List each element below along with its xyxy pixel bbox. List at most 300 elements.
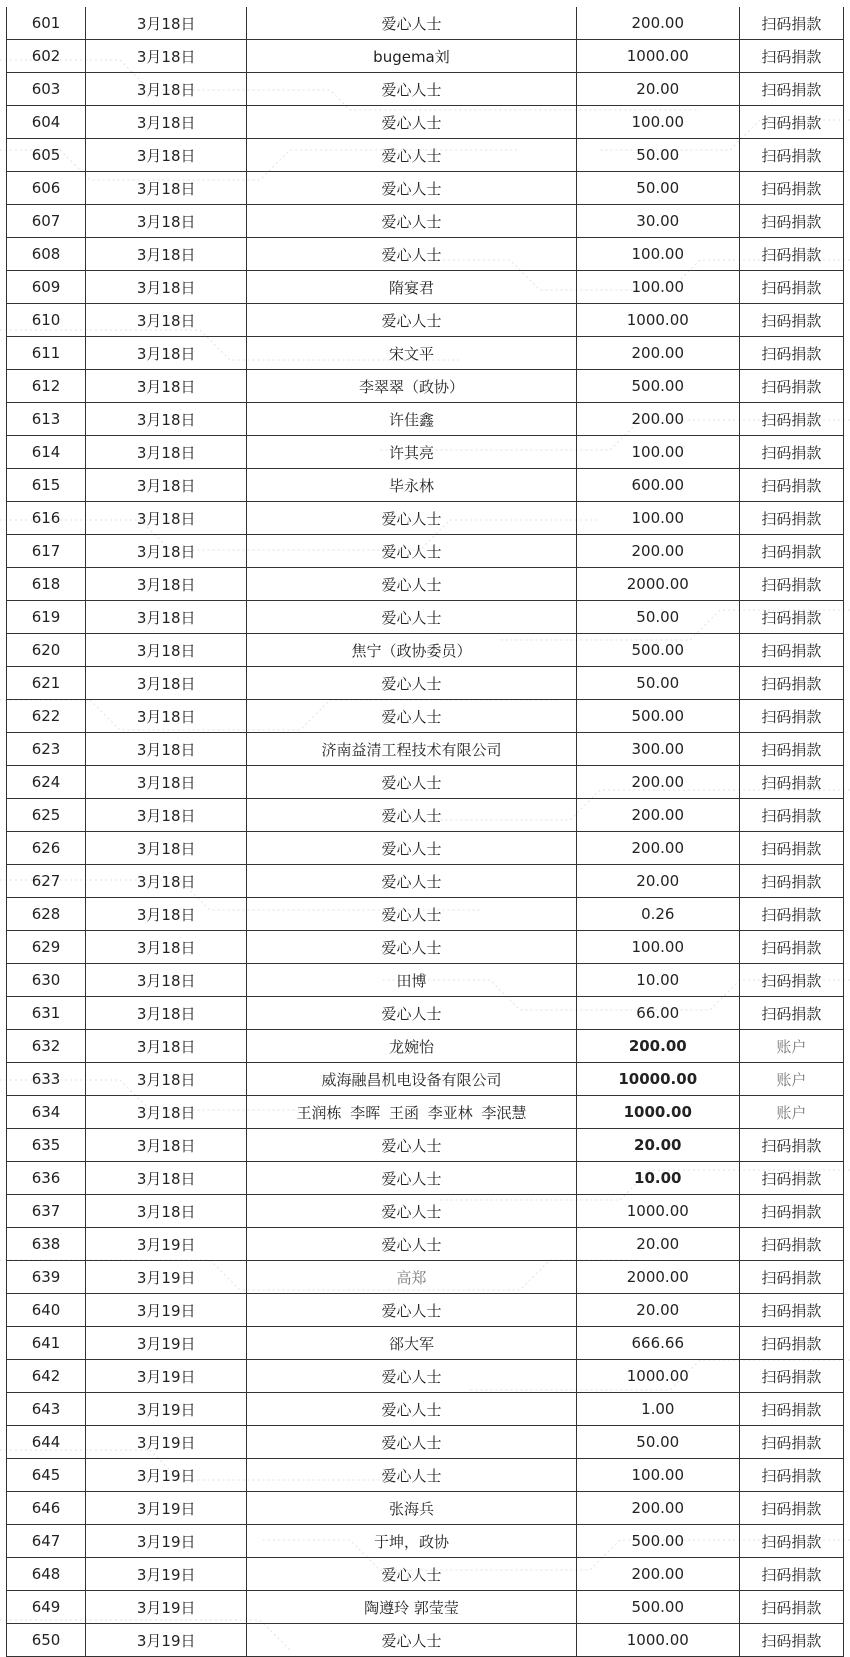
cell-amount: 500.00 [576,700,739,733]
cell-amount: 10.00 [576,964,739,997]
cell-donor-name: 龙婉怡 [247,1030,576,1063]
cell-amount: 1000.00 [576,1360,739,1393]
cell-donor-name: 爱心人士 [247,7,576,40]
cell-date: 3月18日 [86,370,247,403]
cell-donor-name: 爱心人士 [247,865,576,898]
cell-amount: 500.00 [576,634,739,667]
cell-donor-name: 许其亮 [247,436,576,469]
cell-number: 614 [7,436,86,469]
cell-method: 扫码捐款 [739,370,843,403]
cell-amount: 20.00 [576,865,739,898]
cell-date: 3月18日 [86,634,247,667]
cell-number: 628 [7,898,86,931]
cell-donor-name: 陶遵玲 郭莹莹 [247,1591,576,1624]
cell-number: 611 [7,337,86,370]
cell-method: 扫码捐款 [739,733,843,766]
cell-method: 扫码捐款 [739,7,843,40]
table-row [7,997,844,1030]
cell-date: 3月19日 [86,1459,247,1492]
cell-amount: 500.00 [576,1525,739,1558]
cell-number: 633 [7,1063,86,1096]
table-row [7,568,844,601]
cell-amount: 500.00 [576,370,739,403]
cell-date: 3月18日 [86,238,247,271]
cell-date: 3月18日 [86,568,247,601]
cell-donor-name: 王润栋 李晖 王函 李亚林 李泯慧 [247,1096,576,1129]
table-row [7,1162,844,1195]
cell-donor-name: 爱心人士 [247,799,576,832]
table-row [7,238,844,271]
cell-method: 扫码捐款 [739,271,843,304]
cell-donor-name: 爱心人士 [247,106,576,139]
cell-method: 扫码捐款 [739,1624,843,1657]
cell-amount: 66.00 [576,997,739,1030]
table-row [7,1360,844,1393]
table-row [7,73,844,106]
table-row [7,1426,844,1459]
cell-date: 3月18日 [86,1129,247,1162]
cell-number: 645 [7,1459,86,1492]
cell-method: 扫码捐款 [739,1459,843,1492]
cell-method: 扫码捐款 [739,1294,843,1327]
table-row [7,1261,844,1294]
cell-method: 扫码捐款 [739,106,843,139]
cell-donor-name: 爱心人士 [247,535,576,568]
table-row [7,898,844,931]
cell-donor-name: 爱心人士 [247,1228,576,1261]
cell-number: 640 [7,1294,86,1327]
cell-method: 扫码捐款 [739,634,843,667]
cell-donor-name: 威海融昌机电设备有限公司 [247,1063,576,1096]
cell-donor-name: 爱心人士 [247,238,576,271]
cell-date: 3月18日 [86,535,247,568]
cell-amount: 100.00 [576,436,739,469]
cell-date: 3月18日 [86,898,247,931]
cell-donor-name: bugema刘 [247,40,576,73]
cell-donor-name: 爱心人士 [247,898,576,931]
cell-method: 扫码捐款 [739,997,843,1030]
table-row [7,1492,844,1525]
cell-method: 扫码捐款 [739,139,843,172]
cell-number: 629 [7,931,86,964]
cell-date: 3月18日 [86,337,247,370]
cell-amount: 100.00 [576,238,739,271]
table-row [7,1459,844,1492]
cell-number: 642 [7,1360,86,1393]
cell-number: 620 [7,634,86,667]
cell-donor-name: 爱心人士 [247,502,576,535]
cell-amount: 30.00 [576,205,739,238]
cell-date: 3月18日 [86,469,247,502]
table-row [7,337,844,370]
cell-date: 3月18日 [86,1162,247,1195]
cell-number: 632 [7,1030,86,1063]
cell-date: 3月19日 [86,1558,247,1591]
cell-date: 3月18日 [86,700,247,733]
cell-number: 637 [7,1195,86,1228]
cell-number: 616 [7,502,86,535]
cell-method: 扫码捐款 [739,502,843,535]
cell-amount: 2000.00 [576,568,739,601]
cell-donor-name: 焦宁（政协委员） [247,634,576,667]
cell-amount: 200.00 [576,1558,739,1591]
cell-method: 扫码捐款 [739,436,843,469]
cell-donor-name: 爱心人士 [247,1459,576,1492]
cell-method: 扫码捐款 [739,1261,843,1294]
cell-method: 扫码捐款 [739,667,843,700]
cell-number: 644 [7,1426,86,1459]
cell-date: 3月18日 [86,40,247,73]
cell-donor-name: 爱心人士 [247,304,576,337]
cell-method: 扫码捐款 [739,1360,843,1393]
cell-method: 扫码捐款 [739,469,843,502]
cell-method: 扫码捐款 [739,832,843,865]
table-row [7,436,844,469]
cell-donor-name: 爱心人士 [247,997,576,1030]
cell-amount: 200.00 [576,337,739,370]
cell-method: 扫码捐款 [739,700,843,733]
cell-method: 扫码捐款 [739,73,843,106]
cell-date: 3月18日 [86,1063,247,1096]
table-row [7,634,844,667]
cell-date: 3月19日 [86,1327,247,1360]
table-row [7,172,844,205]
cell-amount: 20.00 [576,1294,739,1327]
cell-number: 606 [7,172,86,205]
table-row [7,1294,844,1327]
table-row [7,502,844,535]
cell-date: 3月18日 [86,832,247,865]
cell-method: 扫码捐款 [739,799,843,832]
cell-donor-name: 爱心人士 [247,139,576,172]
table-row [7,1558,844,1591]
cell-amount: 1000.00 [576,304,739,337]
table-row [7,799,844,832]
cell-date: 3月18日 [86,403,247,436]
cell-amount: 1000.00 [576,40,739,73]
cell-number: 617 [7,535,86,568]
table-row [7,304,844,337]
cell-number: 630 [7,964,86,997]
cell-donor-name: 于坤，政协 [247,1525,576,1558]
cell-method: 账户 [739,1096,843,1129]
cell-date: 3月18日 [86,997,247,1030]
cell-amount: 20.00 [576,73,739,106]
table-row [7,1228,844,1261]
cell-number: 622 [7,700,86,733]
cell-donor-name: 爱心人士 [247,1294,576,1327]
cell-donor-name: 爱心人士 [247,1162,576,1195]
cell-date: 3月18日 [86,964,247,997]
cell-method: 扫码捐款 [739,1558,843,1591]
cell-donor-name: 爱心人士 [247,1195,576,1228]
cell-donor-name: 爱心人士 [247,1360,576,1393]
cell-donor-name: 张海兵 [247,1492,576,1525]
table-row [7,766,844,799]
table-row [7,733,844,766]
cell-donor-name: 田博 [247,964,576,997]
cell-number: 634 [7,1096,86,1129]
cell-number: 627 [7,865,86,898]
table-row [7,865,844,898]
cell-donor-name: 爱心人士 [247,1129,576,1162]
cell-donor-name: 爱心人士 [247,205,576,238]
cell-method: 扫码捐款 [739,898,843,931]
cell-number: 626 [7,832,86,865]
donation-table [6,7,844,1657]
cell-date: 3月18日 [86,1195,247,1228]
cell-method: 扫码捐款 [739,403,843,436]
cell-number: 636 [7,1162,86,1195]
cell-date: 3月18日 [86,106,247,139]
cell-number: 608 [7,238,86,271]
cell-number: 624 [7,766,86,799]
cell-amount: 100.00 [576,1459,739,1492]
table-row [7,205,844,238]
cell-amount: 1000.00 [576,1195,739,1228]
table-row [7,1063,844,1096]
cell-donor-name: 爱心人士 [247,601,576,634]
cell-donor-name: 爱心人士 [247,1393,576,1426]
cell-number: 607 [7,205,86,238]
cell-number: 647 [7,1525,86,1558]
cell-amount: 1000.00 [576,1624,739,1657]
table-row [7,370,844,403]
cell-donor-name: 爱心人士 [247,73,576,106]
cell-amount: 200.00 [576,1030,739,1063]
cell-method: 扫码捐款 [739,1426,843,1459]
cell-number: 643 [7,1393,86,1426]
cell-date: 3月18日 [86,502,247,535]
table-row [7,1030,844,1063]
cell-amount: 500.00 [576,1591,739,1624]
cell-date: 3月19日 [86,1261,247,1294]
cell-donor-name: 爱心人士 [247,700,576,733]
cell-date: 3月18日 [86,766,247,799]
cell-amount: 50.00 [576,139,739,172]
table-row [7,832,844,865]
table-row [7,1393,844,1426]
cell-number: 610 [7,304,86,337]
cell-number: 635 [7,1129,86,1162]
cell-number: 618 [7,568,86,601]
table-row [7,1525,844,1558]
table-row [7,7,844,40]
cell-amount: 200.00 [576,535,739,568]
table-row [7,700,844,733]
cell-number: 631 [7,997,86,1030]
cell-amount: 50.00 [576,172,739,205]
cell-amount: 200.00 [576,766,739,799]
table-row [7,106,844,139]
cell-method: 扫码捐款 [739,1195,843,1228]
cell-method: 扫码捐款 [739,205,843,238]
cell-method: 扫码捐款 [739,931,843,964]
cell-donor-name: 爱心人士 [247,667,576,700]
table-row [7,1129,844,1162]
cell-amount: 1000.00 [576,1096,739,1129]
cell-method: 扫码捐款 [739,1525,843,1558]
cell-number: 605 [7,139,86,172]
table-row [7,667,844,700]
cell-number: 648 [7,1558,86,1591]
cell-number: 619 [7,601,86,634]
cell-date: 3月18日 [86,73,247,106]
cell-amount: 200.00 [576,832,739,865]
cell-method: 账户 [739,1030,843,1063]
table-row [7,964,844,997]
cell-donor-name: 爱心人士 [247,766,576,799]
cell-method: 扫码捐款 [739,568,843,601]
table-row [7,40,844,73]
cell-date: 3月18日 [86,205,247,238]
cell-method: 扫码捐款 [739,1327,843,1360]
cell-amount: 20.00 [576,1228,739,1261]
cell-number: 612 [7,370,86,403]
cell-amount: 20.00 [576,1129,739,1162]
table-row [7,931,844,964]
cell-donor-name: 高郑 [247,1261,576,1294]
cell-method: 扫码捐款 [739,1228,843,1261]
cell-amount: 0.26 [576,898,739,931]
cell-amount: 200.00 [576,1492,739,1525]
cell-amount: 200.00 [576,7,739,40]
cell-date: 3月19日 [86,1294,247,1327]
cell-method: 扫码捐款 [739,535,843,568]
cell-amount: 100.00 [576,106,739,139]
cell-date: 3月18日 [86,865,247,898]
cell-donor-name: 郤大军 [247,1327,576,1360]
table-row [7,535,844,568]
cell-amount: 50.00 [576,1426,739,1459]
cell-amount: 10.00 [576,1162,739,1195]
cell-date: 3月18日 [86,139,247,172]
cell-amount: 100.00 [576,502,739,535]
cell-amount: 200.00 [576,799,739,832]
cell-number: 646 [7,1492,86,1525]
cell-date: 3月18日 [86,667,247,700]
table-row [7,1096,844,1129]
cell-date: 3月18日 [86,601,247,634]
cell-amount: 50.00 [576,601,739,634]
cell-donor-name: 爱心人士 [247,1624,576,1657]
cell-donor-name: 爱心人士 [247,172,576,205]
cell-donor-name: 李翠翠（政协） [247,370,576,403]
cell-method: 扫码捐款 [739,1591,843,1624]
cell-amount: 1.00 [576,1393,739,1426]
cell-method: 扫码捐款 [739,1162,843,1195]
cell-number: 604 [7,106,86,139]
cell-donor-name: 隋宴君 [247,271,576,304]
cell-donor-name: 宋文平 [247,337,576,370]
cell-date: 3月18日 [86,1030,247,1063]
cell-date: 3月19日 [86,1228,247,1261]
cell-date: 3月19日 [86,1360,247,1393]
cell-number: 639 [7,1261,86,1294]
cell-number: 649 [7,1591,86,1624]
cell-donor-name: 爱心人士 [247,832,576,865]
cell-method: 扫码捐款 [739,172,843,205]
table-row [7,403,844,436]
cell-date: 3月18日 [86,7,247,40]
cell-number: 613 [7,403,86,436]
cell-amount: 2000.00 [576,1261,739,1294]
cell-amount: 100.00 [576,931,739,964]
cell-number: 603 [7,73,86,106]
cell-number: 609 [7,271,86,304]
cell-number: 623 [7,733,86,766]
cell-number: 641 [7,1327,86,1360]
cell-date: 3月18日 [86,271,247,304]
cell-method: 扫码捐款 [739,337,843,370]
cell-date: 3月18日 [86,304,247,337]
cell-donor-name: 爱心人士 [247,568,576,601]
cell-donor-name: 毕永林 [247,469,576,502]
cell-donor-name: 许佳鑫 [247,403,576,436]
cell-method: 扫码捐款 [739,766,843,799]
cell-donor-name: 济南益清工程技术有限公司 [247,733,576,766]
table-row [7,1195,844,1228]
cell-date: 3月19日 [86,1624,247,1657]
cell-amount: 300.00 [576,733,739,766]
cell-method: 扫码捐款 [739,40,843,73]
cell-method: 扫码捐款 [739,1393,843,1426]
cell-donor-name: 爱心人士 [247,931,576,964]
cell-method: 扫码捐款 [739,304,843,337]
cell-amount: 100.00 [576,271,739,304]
cell-date: 3月18日 [86,733,247,766]
cell-date: 3月19日 [86,1426,247,1459]
cell-amount: 200.00 [576,403,739,436]
cell-method: 扫码捐款 [739,1129,843,1162]
cell-amount: 10000.00 [576,1063,739,1096]
cell-date: 3月19日 [86,1492,247,1525]
cell-donor-name: 爱心人士 [247,1558,576,1591]
cell-date: 3月19日 [86,1525,247,1558]
cell-method: 账户 [739,1063,843,1096]
cell-date: 3月19日 [86,1591,247,1624]
cell-method: 扫码捐款 [739,601,843,634]
cell-method: 扫码捐款 [739,865,843,898]
cell-method: 扫码捐款 [739,964,843,997]
cell-number: 625 [7,799,86,832]
cell-amount: 50.00 [576,667,739,700]
cell-number: 601 [7,7,86,40]
cell-date: 3月18日 [86,799,247,832]
cell-date: 3月18日 [86,436,247,469]
cell-date: 3月18日 [86,931,247,964]
table-row [7,469,844,502]
cell-method: 扫码捐款 [739,238,843,271]
cell-donor-name: 爱心人士 [247,1426,576,1459]
cell-number: 615 [7,469,86,502]
cell-date: 3月18日 [86,1096,247,1129]
table-row [7,139,844,172]
cell-number: 621 [7,667,86,700]
cell-date: 3月19日 [86,1393,247,1426]
cell-amount: 666.66 [576,1327,739,1360]
cell-amount: 600.00 [576,469,739,502]
table-row [7,601,844,634]
cell-number: 602 [7,40,86,73]
table-row [7,271,844,304]
cell-method: 扫码捐款 [739,1492,843,1525]
table-row [7,1624,844,1657]
table-row [7,1591,844,1624]
table-row [7,1327,844,1360]
cell-number: 638 [7,1228,86,1261]
cell-date: 3月18日 [86,172,247,205]
